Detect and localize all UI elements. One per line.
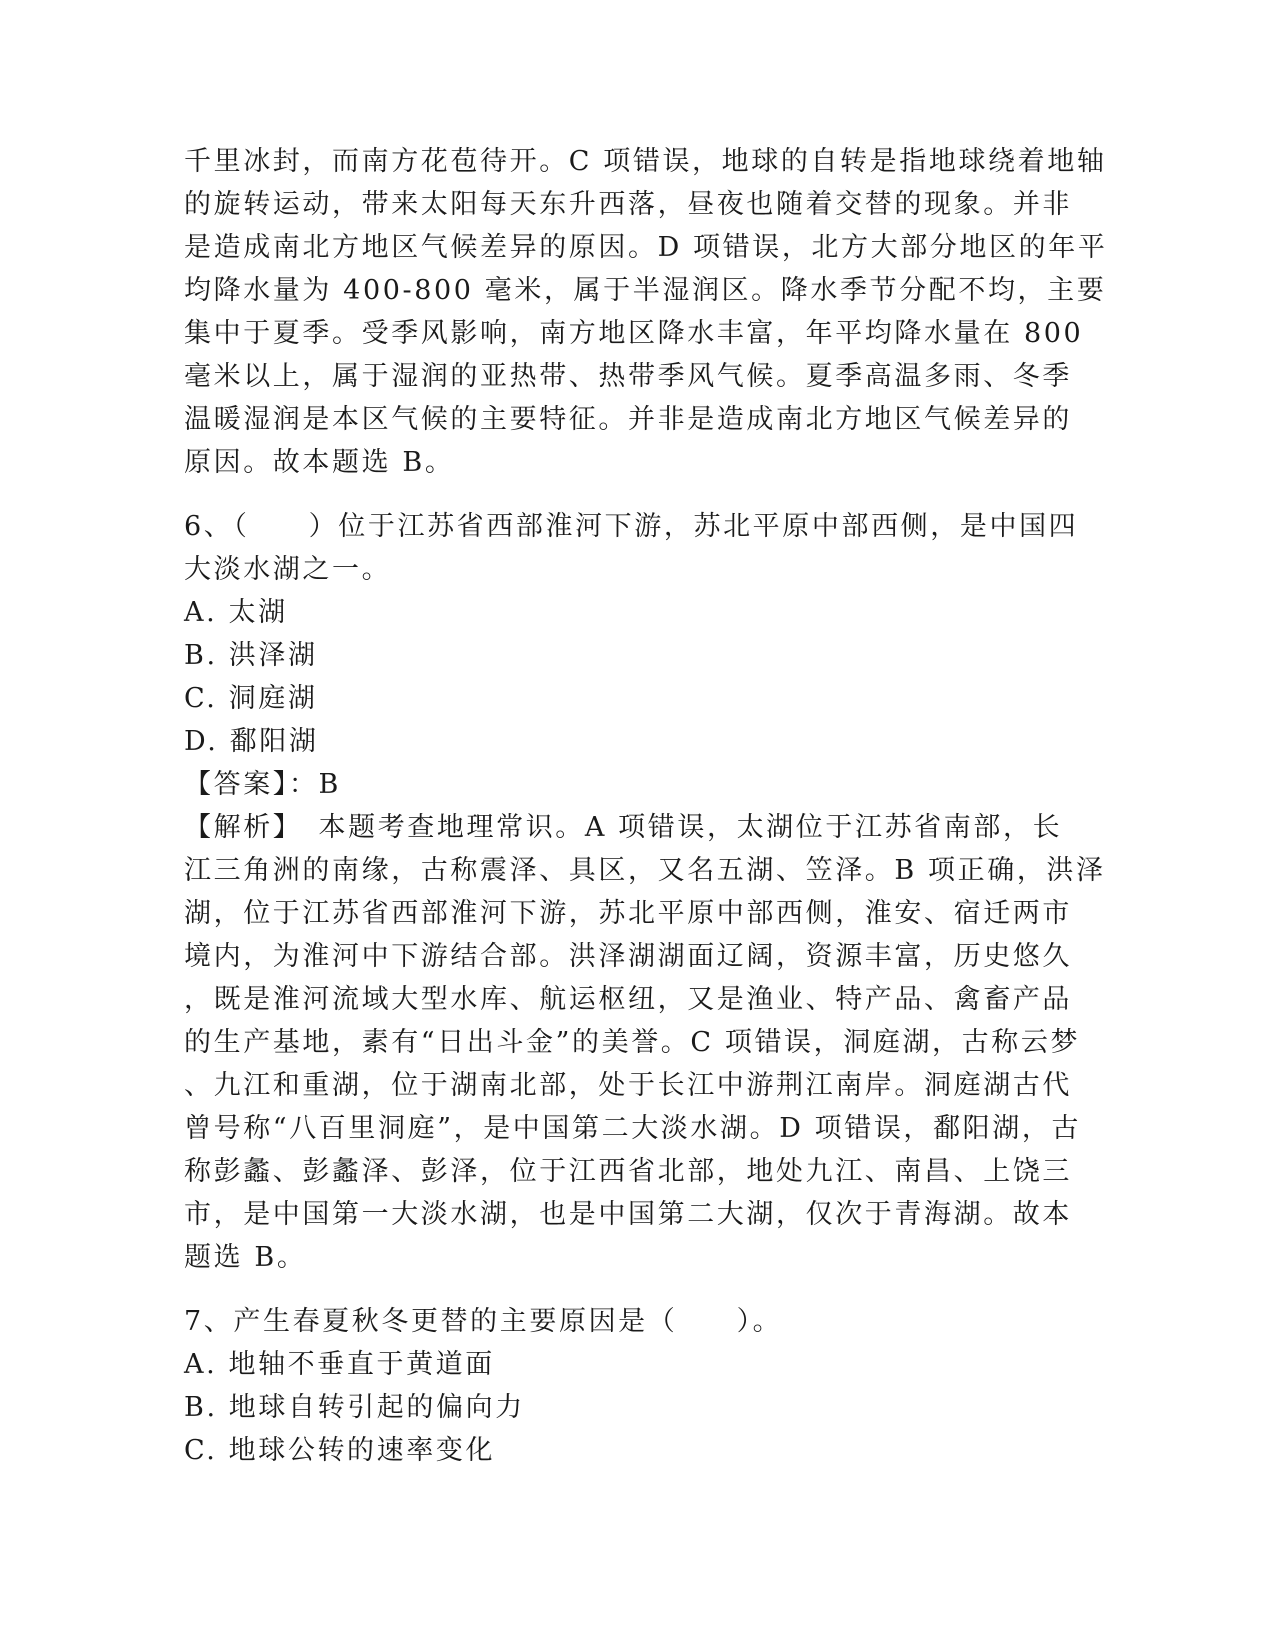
text-line: 千里冰封，而南方花苞待开。C 项错误，地球的自转是指地球绕着地轴: [184, 146, 1107, 177]
option-b: B. 地球自转引起的偏向力: [184, 1392, 525, 1423]
option-a: A. 太湖: [184, 597, 288, 628]
question-7: [184, 1300, 1084, 1472]
question-stem: 大淡水湖之一。: [184, 554, 392, 585]
explanation-line: 境内，为淮河中下游结合部。洪泽湖湖面辽阔，资源丰富，历史悠久: [184, 941, 1072, 972]
option-b: B. 洪泽湖: [184, 640, 318, 671]
explanation-line: 江三角洲的南缘，古称震泽、具区，又名五湖、笠泽。B 项正确，洪泽: [184, 855, 1106, 886]
text-line: 集中于夏季。受季风影响，南方地区降水丰富，年平均降水量在 800: [184, 318, 1084, 349]
answer-line: 【答案】：B: [184, 769, 341, 800]
question-stem: 6、（ ）位于江苏省西部淮河下游，苏北平原中部西侧，是中国四: [184, 511, 1079, 542]
document-page: [184, 140, 1108, 1472]
question-6: [184, 505, 1106, 1279]
option-d: D. 鄱阳湖: [184, 726, 319, 757]
explanation-line: 市，是中国第一大淡水湖，也是中国第二大湖，仅次于青海湖。故本: [184, 1199, 1072, 1230]
explanation-line: 【解析】 本题考查地理常识。A 项错误，太湖位于江苏省南部，长: [184, 812, 1063, 843]
text-line: 毫米以上，属于湿润的亚热带、热带季风气候。夏季高温多雨、冬季: [184, 361, 1072, 392]
option-a: A. 地轴不垂直于黄道面: [184, 1349, 495, 1380]
question-stem: 7、产生春夏秋冬更替的主要原因是（ ）。: [184, 1306, 783, 1337]
option-c: C. 地球公转的速率变化: [184, 1435, 496, 1466]
explanation-line: 湖，位于江苏省西部淮河下游，苏北平原中部西侧，淮安、宿迁两市: [184, 898, 1072, 929]
explanation-line: 曾号称“八百里洞庭”，是中国第二大淡水湖。D 项错误，鄱阳湖，古: [184, 1113, 1082, 1144]
text-line: 是造成南北方地区气候差异的原因。D 项错误，北方大部分地区的年平: [184, 232, 1108, 263]
explanation-line: 、九江和重湖，位于湖南北部，处于长江中游荆江南岸。洞庭湖古代: [184, 1070, 1072, 1101]
text-line: 的旋转运动，带来太阳每天东升西落，昼夜也随着交替的现象。并非: [184, 189, 1072, 220]
explanation-line: 题选 B。: [184, 1242, 307, 1273]
text-line: 温暖湿润是本区气候的主要特征。并非是造成南北方地区气候差异的: [184, 404, 1072, 435]
text-line: 原因。故本题选 B。: [184, 447, 455, 478]
option-c: C. 洞庭湖: [184, 683, 318, 714]
previous-explanation: [184, 140, 1108, 484]
explanation-line: 的生产基地，素有“日出斗金”的美誉。C 项错误，洞庭湖，古称云梦: [184, 1027, 1081, 1058]
explanation-line: ，既是淮河流域大型水库、航运枢纽，又是渔业、特产品、禽畜产品: [184, 984, 1072, 1015]
spacer: [184, 1279, 1084, 1300]
spacer: [184, 484, 1084, 505]
explanation-line: 称彭蠡、彭蠡泽、彭泽，位于江西省北部，地处九江、南昌、上饶三: [184, 1156, 1072, 1187]
text-line: 均降水量为 400-800 毫米，属于半湿润区。降水季节分配不均，主要: [184, 275, 1107, 306]
